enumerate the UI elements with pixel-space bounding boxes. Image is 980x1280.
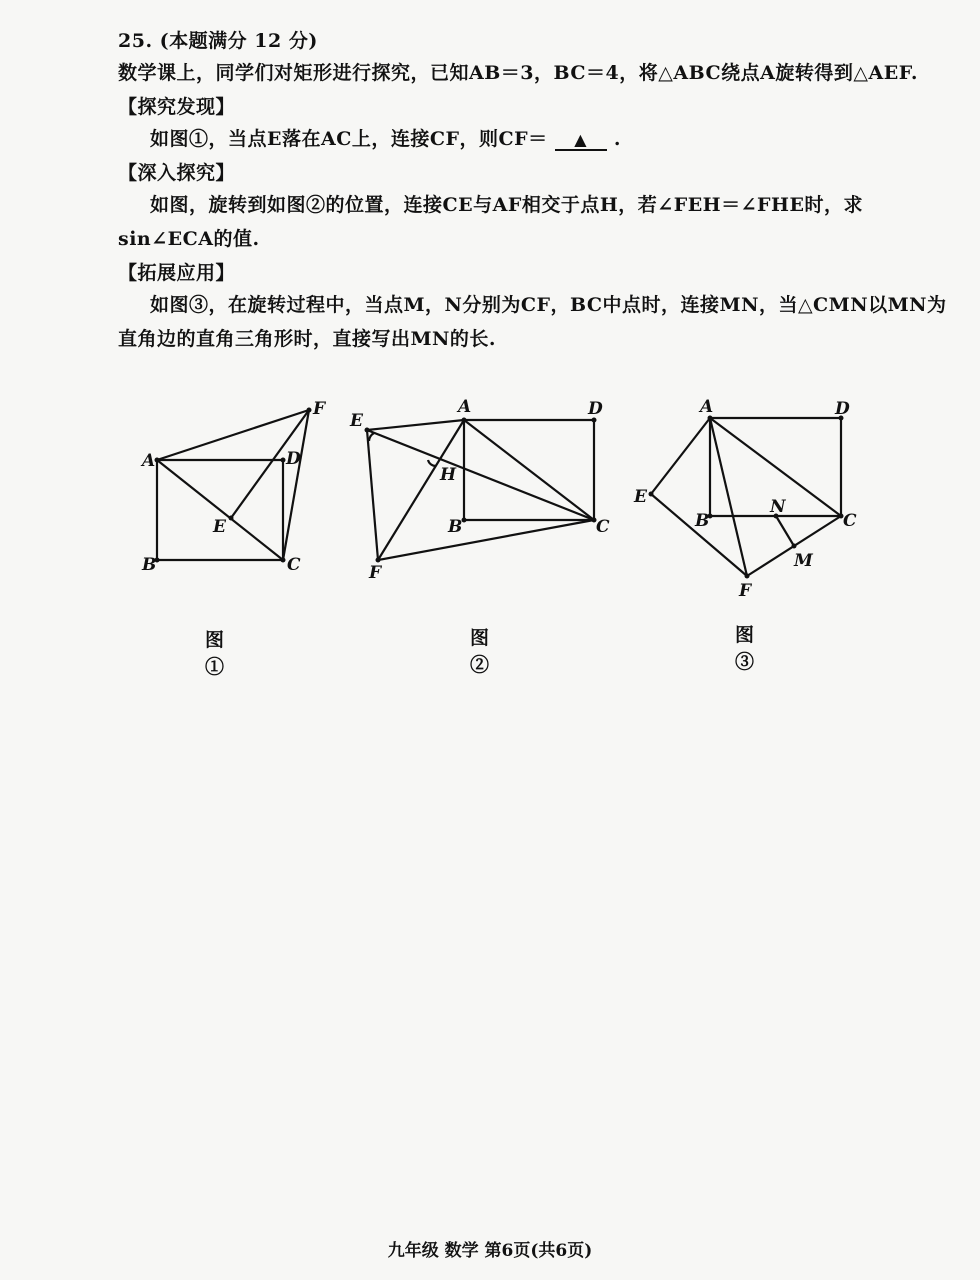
fig1-label-c: C (287, 555, 301, 575)
section3-text-line1: 如图③，在旋转过程中，当点M，N分别为CF，BC中点时，连接MN，当△CMN以MN为 (150, 294, 947, 316)
section2-text-line2: sin∠ECA的值. (118, 228, 260, 250)
fig3-label-f: F (739, 581, 752, 601)
page-footer: 九年级 数学 第6页(共6页) (387, 1241, 593, 1261)
fig3-segment-ef (651, 494, 747, 576)
fig3-label-d: D (835, 399, 850, 419)
section2-text-line1: 如图，旋转到如图②的位置，连接CE与AF相交于点H，若∠FEH＝∠FHE时，求 (150, 194, 863, 216)
section1-question: 如图①，当点E落在AC上，连接CF，则CF＝ (150, 128, 548, 150)
fig3-label-n: N (770, 497, 786, 517)
section1-period: . (613, 128, 621, 150)
fig3-segment-ae (651, 418, 710, 494)
section3-text-line2: 直角边的直角三角形时，直接写出MN的长. (118, 328, 497, 350)
problem-header: 25. (本题满分 12 分) (118, 30, 318, 52)
fig2-label-h: H (440, 465, 457, 485)
fig3-label-m: M (794, 551, 813, 571)
fig3-segment-mn (776, 516, 794, 546)
fig2-label-e: E (350, 411, 363, 431)
fig3-label-c: C (843, 511, 857, 531)
fig1-label-d: D (286, 449, 301, 469)
fig2-label-c: C (596, 517, 610, 537)
answer-blank: ▲ (555, 131, 607, 151)
fig3-caption: 图③ (735, 624, 755, 673)
fig1-label-a: A (142, 451, 156, 471)
fig2-label-b: B (448, 517, 463, 537)
fig3-label-a: A (700, 397, 714, 417)
section3-title: 【拓展应用】 (118, 262, 236, 284)
fig1-label-f: F (313, 399, 326, 419)
fig1-label-b: B (142, 555, 157, 575)
fig2-label-d: D (588, 399, 603, 419)
fig2-caption: 图② (470, 627, 490, 676)
fig2-label-a: A (458, 397, 472, 417)
section2-title: 【深入探究】 (118, 162, 236, 184)
problem-intro: 数学课上，同学们对矩形进行探究，已知AB＝3，BC＝4，将△ABC绕点A旋转得到△AEF. (118, 62, 918, 84)
section1-title: 【探究发现】 (118, 96, 236, 118)
fig3-label-e: E (634, 487, 647, 507)
fig2-label-f: F (369, 563, 382, 583)
fig1-caption: 图① (205, 629, 225, 678)
fig1-label-e: E (213, 517, 226, 537)
fig3-label-b: B (695, 511, 710, 531)
